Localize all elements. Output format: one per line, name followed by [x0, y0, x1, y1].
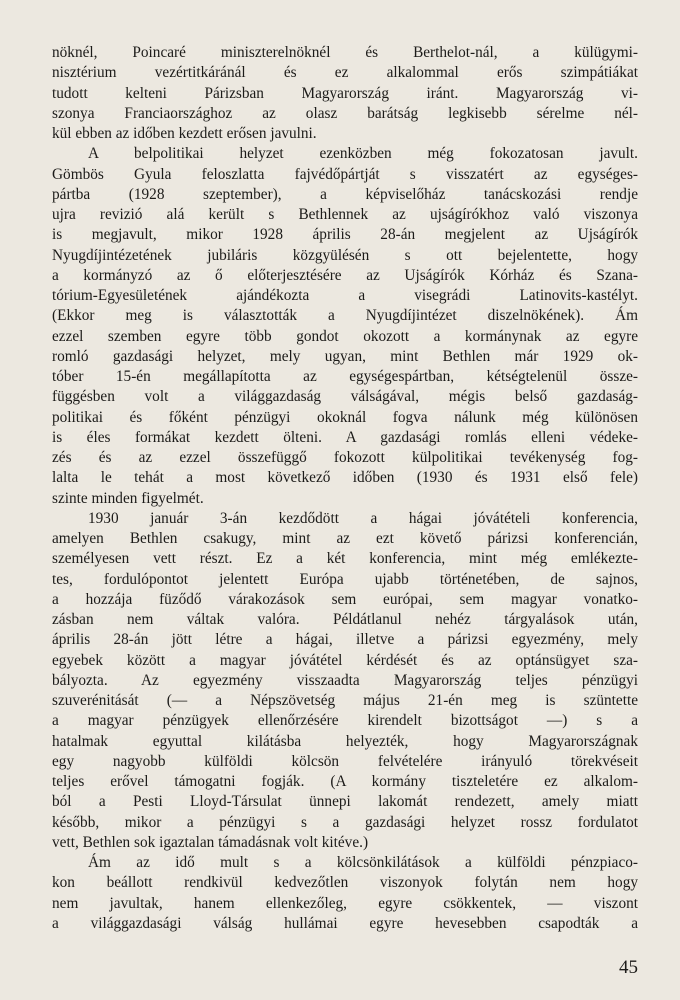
- text-line: 1930 január 3-án kezdődött a hágai jóvátételi konferencia,: [88, 509, 638, 527]
- text-line: nisztérium vezértitkáránál és ez alkalommal erős szimpátiákat: [52, 64, 638, 82]
- text-line: romló gazdasági helyzet, mely ugyan, mint Bethlen már 1929 ok-: [52, 347, 638, 365]
- body-text: [52, 43, 638, 934]
- text-line: Gömbös Gyula feloszlatta fajvédőpártját s visszatért az egységes-: [52, 165, 638, 183]
- text-line: politikai és főként pénzügyi okoknál fogva nálunk még különösen: [52, 408, 638, 426]
- text-line: A belpolitikai helyzet ezenközben még fokozatosan javult.: [88, 145, 638, 163]
- text-line: a világgazdasági válság hullámai egyre hevesebben csapodták a: [52, 914, 638, 932]
- text-line: Ám az idő mult s a kölcsönkilátások a külföldi pénzpiaco-: [88, 854, 638, 871]
- text-line: ezzel szemben egyre több gondot okozott a kormánynak az egyre: [52, 327, 638, 345]
- text-line: Nyugdíjintézetének jubiláris közgyülésén s ott bejelentette, hogy: [52, 246, 638, 264]
- text-line: tudott kelteni Párizsban Magyarország iránt. Magyarország vi-: [52, 84, 638, 102]
- text-line: a hozzája füződő várakozások sem európai, sem magyar vonatko-: [52, 590, 638, 608]
- text-line: teljes erővel támogatni fogják. (A kormány tiszteletére ez alkalom-: [52, 773, 638, 790]
- text-line: vett, Bethlen sok igaztalan támadásnak volt kitéve.): [52, 833, 369, 851]
- text-line: amelyen Bethlen csakugy, mint az ezt követő párizsi konferencián,: [52, 530, 638, 547]
- text-line: a magyar pénzügyek ellenőrzésére kirendelt bizottságot —) s a: [52, 712, 638, 730]
- text-line: ujra revizió alá került s Bethlennek az ujságírókhoz való viszonya: [52, 206, 638, 223]
- text-line: később, mikor a pénzügyi s a gazdasági helyzet rossz fordulatot: [52, 813, 638, 831]
- text-line: tórium-Egyesületének ajándékozta a visegrádi Latinovits-kastélyt.: [52, 287, 638, 304]
- text-line: szonya Franciaországhoz az olasz barátság legkisebb sérelme nél-: [52, 104, 638, 122]
- text-line: zásban nem váltak valóra. Példátlanul nehéz tárgyalások után,: [52, 611, 638, 628]
- page-number: 45: [619, 957, 638, 978]
- text-line: szinte minden figyelmét.: [52, 489, 204, 507]
- text-line: egyebek között a magyar jóvátétel kérdését és az optánsügyet sza-: [52, 651, 638, 669]
- text-line: ból a Pesti Lloyd-Társulat ünnepi lakomát rendezett, amely miatt: [52, 793, 638, 811]
- text-line: kül ebben az időben kezdett erősen javulni.: [52, 125, 317, 142]
- text-line: hatalmak egyuttal kilátásba helyezték, hogy Magyarországnak: [52, 732, 638, 750]
- text-line: lalta le tehát a most következő időben (1930 és 1931 első fele): [52, 469, 638, 487]
- text-line: kon beállott rendkivül kedvezőtlen viszonyok folytán nem hogy: [52, 874, 638, 892]
- text-line: nem javultak, hanem ellenkezőleg, egyre csökkentek, — viszont: [52, 894, 638, 912]
- text-line: bályozta. Az egyezmény visszaadta Magyarország teljes pénzügyi: [52, 671, 638, 689]
- text-line: zés és az ezzel összefüggő fokozott külpolitikai tevékenység fog-: [52, 449, 638, 466]
- text-line: nöknél, Poincaré miniszterelnöknél és Berthelot-nál, a külügymi-: [52, 44, 638, 61]
- text-line: szuverénitását (— a Népszövetség május 21-én meg is szüntette: [52, 692, 638, 709]
- text-line: személyesen vett részt. Ez a két konferencia, mint még emlékezte-: [52, 550, 638, 568]
- text-line: pártba (1928 szeptember), a képviselőház tanácskozási rendje: [52, 185, 638, 203]
- text-line: is éles formákat kezdett ölteni. A gazdasági romlás elleni védeke-: [52, 428, 638, 446]
- text-line: egy nagyobb külföldi kölcsön felvételére irányuló törekvéseit: [52, 752, 638, 770]
- text-line: a kormányzó az ő előterjesztésére az Ujságírók Kórház és Szana-: [52, 266, 638, 284]
- text-line: tes, fordulópontot jelentett Európa ujabb történetében, de sajnos,: [52, 570, 638, 588]
- text-line: is megjavult, mikor 1928 április 28-án megjelent az Ujságírók: [52, 226, 638, 244]
- text-line: tóber 15-én megállapította az egységespártban, kétségtelenül össze-: [52, 368, 638, 385]
- text-line: (Ekkor meg is választották a Nyugdíjintézet diszelnökének). Ám: [52, 307, 638, 325]
- text-line: április 28-án jött létre a hágai, illetve a párizsi egyezmény, mely: [52, 631, 638, 649]
- text-line: függésben volt a világgazdaság válságával, mégis belső gazdaság-: [52, 388, 638, 406]
